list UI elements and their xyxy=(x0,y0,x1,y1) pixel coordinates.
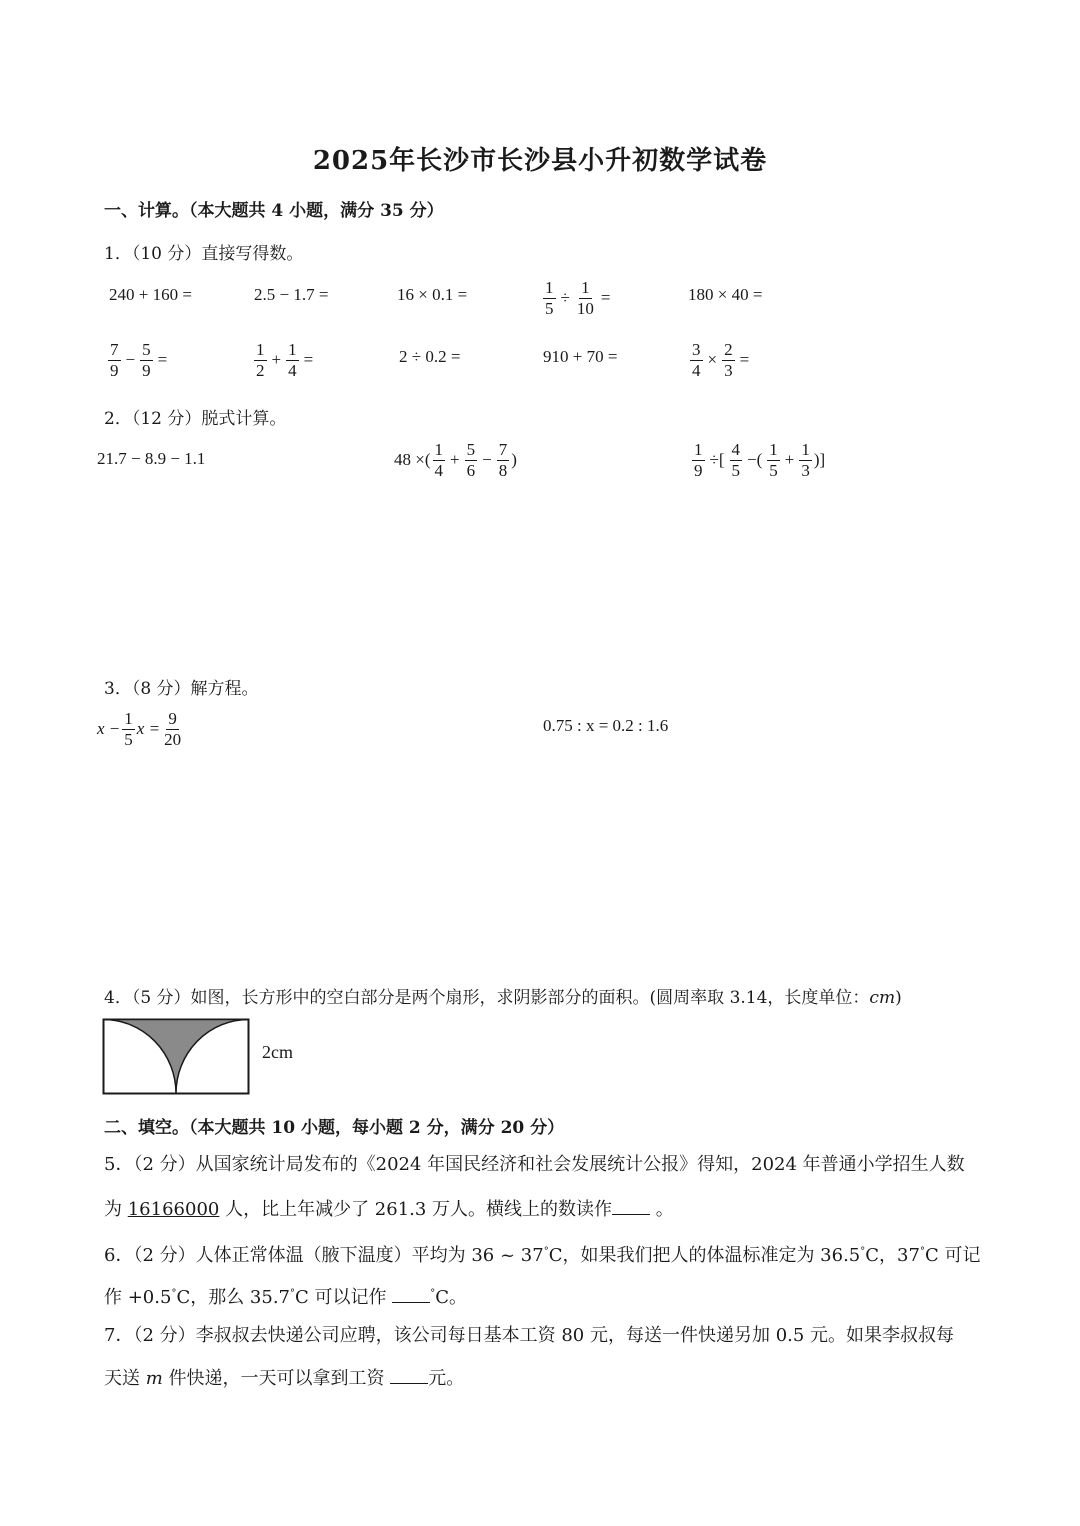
frac-numerator: 4 xyxy=(731,440,740,459)
frac-numerator: 1 xyxy=(769,440,778,459)
frac-denominator: 9 xyxy=(694,460,703,480)
frac-denominator: 6 xyxy=(466,460,476,480)
equals-sign: = xyxy=(739,350,750,370)
equals-sign: = xyxy=(303,350,314,370)
q1-item-8: 2 ÷ 0.2 = xyxy=(399,347,461,366)
operator: + xyxy=(450,450,460,470)
q3-label: 3．（8 分）解方程。 xyxy=(104,679,259,699)
frac-denominator: 8 xyxy=(498,460,508,480)
q3-equation-2: 0.75 : x = 0.2 : 1.6 xyxy=(543,716,669,735)
q7-text: 元。 xyxy=(428,1368,465,1389)
degree-symbol: ° xyxy=(860,1246,866,1257)
q7-text: 件快递，一天可以拿到工资 xyxy=(162,1368,391,1389)
frac-numerator: 1 xyxy=(288,340,297,359)
frac-denominator: 4 xyxy=(692,360,701,380)
operator: + xyxy=(271,350,282,370)
q4-text: 4．（5 分）如图，长方形中的空白部分是两个扇形，求阴影部分的面积。(圆周率取 3.14，长度单位： xyxy=(104,988,870,1008)
frac-numerator: 1 xyxy=(581,278,590,297)
operator: ÷[ xyxy=(709,450,725,470)
q4-label xyxy=(104,983,902,1008)
degree-symbol: ° xyxy=(171,1288,177,1299)
q6-line-2 xyxy=(104,1284,467,1308)
answer-blank[interactable] xyxy=(390,1367,428,1384)
q1-item-7 xyxy=(252,341,316,380)
expr-prefix: x − xyxy=(97,719,121,739)
frac-numerator: 7 xyxy=(110,340,119,359)
frac-denominator: 5 xyxy=(769,460,778,480)
frac-denominator: 10 xyxy=(576,298,594,318)
frac-denominator: 9 xyxy=(142,360,151,380)
q5-line-1: 5．（2 分）从国家统计局发布的《2024 年国民经济和社会发展统计公报》得知，2024 年普通小学招生人数 xyxy=(104,1154,965,1175)
q1-item-6 xyxy=(106,341,170,380)
frac-denominator: 3 xyxy=(724,360,733,380)
frac-denominator: 4 xyxy=(288,360,297,380)
equals-sign: = xyxy=(157,350,168,370)
q5-text-post: 人，比上年减少了 261.3 万人。横线上的数读作 xyxy=(219,1199,613,1220)
frac-numerator: 1 xyxy=(124,709,133,728)
frac-denominator: 2 xyxy=(256,360,265,380)
q7-line-2 xyxy=(104,1367,464,1389)
frac-numerator: 9 xyxy=(168,709,177,728)
q2-expr-1: 21.7 − 8.9 − 1.1 xyxy=(97,449,206,468)
answer-blank[interactable] xyxy=(612,1198,650,1215)
section2-heading: 二、填空。（本大题共 10 小题，每小题 2 分，满分 20 分） xyxy=(104,1118,565,1138)
section1-heading: 一、计算。（本大题共 4 小题，满分 35 分） xyxy=(104,201,444,221)
q4-unit: cm xyxy=(869,988,896,1008)
expr-prefix: 48 ×( xyxy=(394,450,431,470)
q6-text: 作 +0.5 xyxy=(104,1287,172,1308)
q7-variable: m xyxy=(145,1368,163,1389)
q6-text: C，如果我们把人的体温标准定为 36.5 xyxy=(548,1245,861,1266)
frac-numerator: 1 xyxy=(694,440,703,459)
operator: −( xyxy=(747,450,763,470)
q6-text: 6．（2 分）人体正常体温（腋下温度）平均为 36 ~ 37 xyxy=(104,1245,544,1266)
frac-denominator: 5 xyxy=(124,729,133,749)
q6-line-1 xyxy=(104,1242,980,1266)
degree-symbol: ° xyxy=(430,1288,436,1299)
q5-text-end: 。 xyxy=(650,1199,674,1220)
frac-denominator: 20 xyxy=(164,729,182,749)
expr-middle: x = xyxy=(136,719,161,739)
q1-item-2: 2.5 − 1.7 = xyxy=(254,285,329,304)
frac-numerator: 1 xyxy=(801,440,810,459)
equals-sign: = xyxy=(600,288,611,308)
frac-denominator: 3 xyxy=(801,460,810,480)
frac-numerator: 3 xyxy=(692,340,701,359)
rectangle-figure xyxy=(102,1018,252,1096)
q1-item-10 xyxy=(688,341,752,380)
operator: − xyxy=(482,450,492,470)
operator: × xyxy=(707,350,718,370)
q6-text: C，那么 35.7 xyxy=(176,1287,291,1308)
q5-underlined-number: 16166000 xyxy=(127,1199,220,1220)
operator: − xyxy=(125,350,136,370)
q1-item-3: 16 × 0.1 = xyxy=(397,285,468,304)
frac-numerator: 5 xyxy=(142,340,151,359)
expr-suffix: )] xyxy=(813,450,826,470)
operator: ÷ xyxy=(560,288,570,308)
frac-denominator: 5 xyxy=(545,298,554,318)
q3-equation-1 xyxy=(97,710,185,749)
figure-dimension-label: 2cm xyxy=(262,1042,293,1062)
frac-denominator: 4 xyxy=(434,460,443,480)
q5-text-pre: 为 xyxy=(104,1199,128,1220)
degree-symbol: ° xyxy=(543,1246,549,1257)
frac-numerator: 5 xyxy=(466,440,476,459)
degree-symbol: ° xyxy=(919,1246,925,1257)
page-title: 2025年长沙市长沙县小升初数学试卷 xyxy=(312,146,768,176)
frac-numerator: 1 xyxy=(545,278,554,297)
q6-text: C。 xyxy=(435,1287,468,1308)
frac-numerator: 7 xyxy=(498,440,508,459)
operator: + xyxy=(784,450,795,470)
q1-item-4 xyxy=(541,279,613,318)
q2-label: 2．（12 分）脱式计算。 xyxy=(104,409,287,429)
degree-symbol: ° xyxy=(290,1288,296,1299)
q6-text: C 可记 xyxy=(924,1245,981,1266)
q2-expr-2 xyxy=(394,441,517,480)
frac-denominator: 9 xyxy=(110,360,119,380)
q6-text: C，37 xyxy=(865,1245,920,1266)
frac-numerator: 1 xyxy=(256,340,265,359)
frac-denominator: 5 xyxy=(731,460,740,480)
q1-item-1: 240 + 160 = xyxy=(109,285,192,304)
q6-text: C 可以记作 xyxy=(295,1287,393,1308)
q4-close: ) xyxy=(895,988,902,1008)
q7-line-1: 7．（2 分）李叔叔去快递公司应聘，该公司每日基本工资 80 元，每送一件快递另加 0.5 元。如果李叔叔每 xyxy=(104,1325,955,1346)
q1-item-5: 180 × 40 = xyxy=(688,285,763,304)
answer-blank[interactable] xyxy=(392,1286,430,1303)
q1-item-9: 910 + 70 = xyxy=(543,347,618,366)
q7-text: 天送 xyxy=(104,1368,146,1389)
frac-numerator: 1 xyxy=(434,440,443,459)
expr-suffix: ) xyxy=(511,450,517,470)
q5-line-2 xyxy=(104,1198,674,1220)
q1-label: 1．（10 分）直接写得数。 xyxy=(104,244,304,264)
frac-numerator: 2 xyxy=(724,340,733,359)
q2-expr-3 xyxy=(690,441,825,480)
